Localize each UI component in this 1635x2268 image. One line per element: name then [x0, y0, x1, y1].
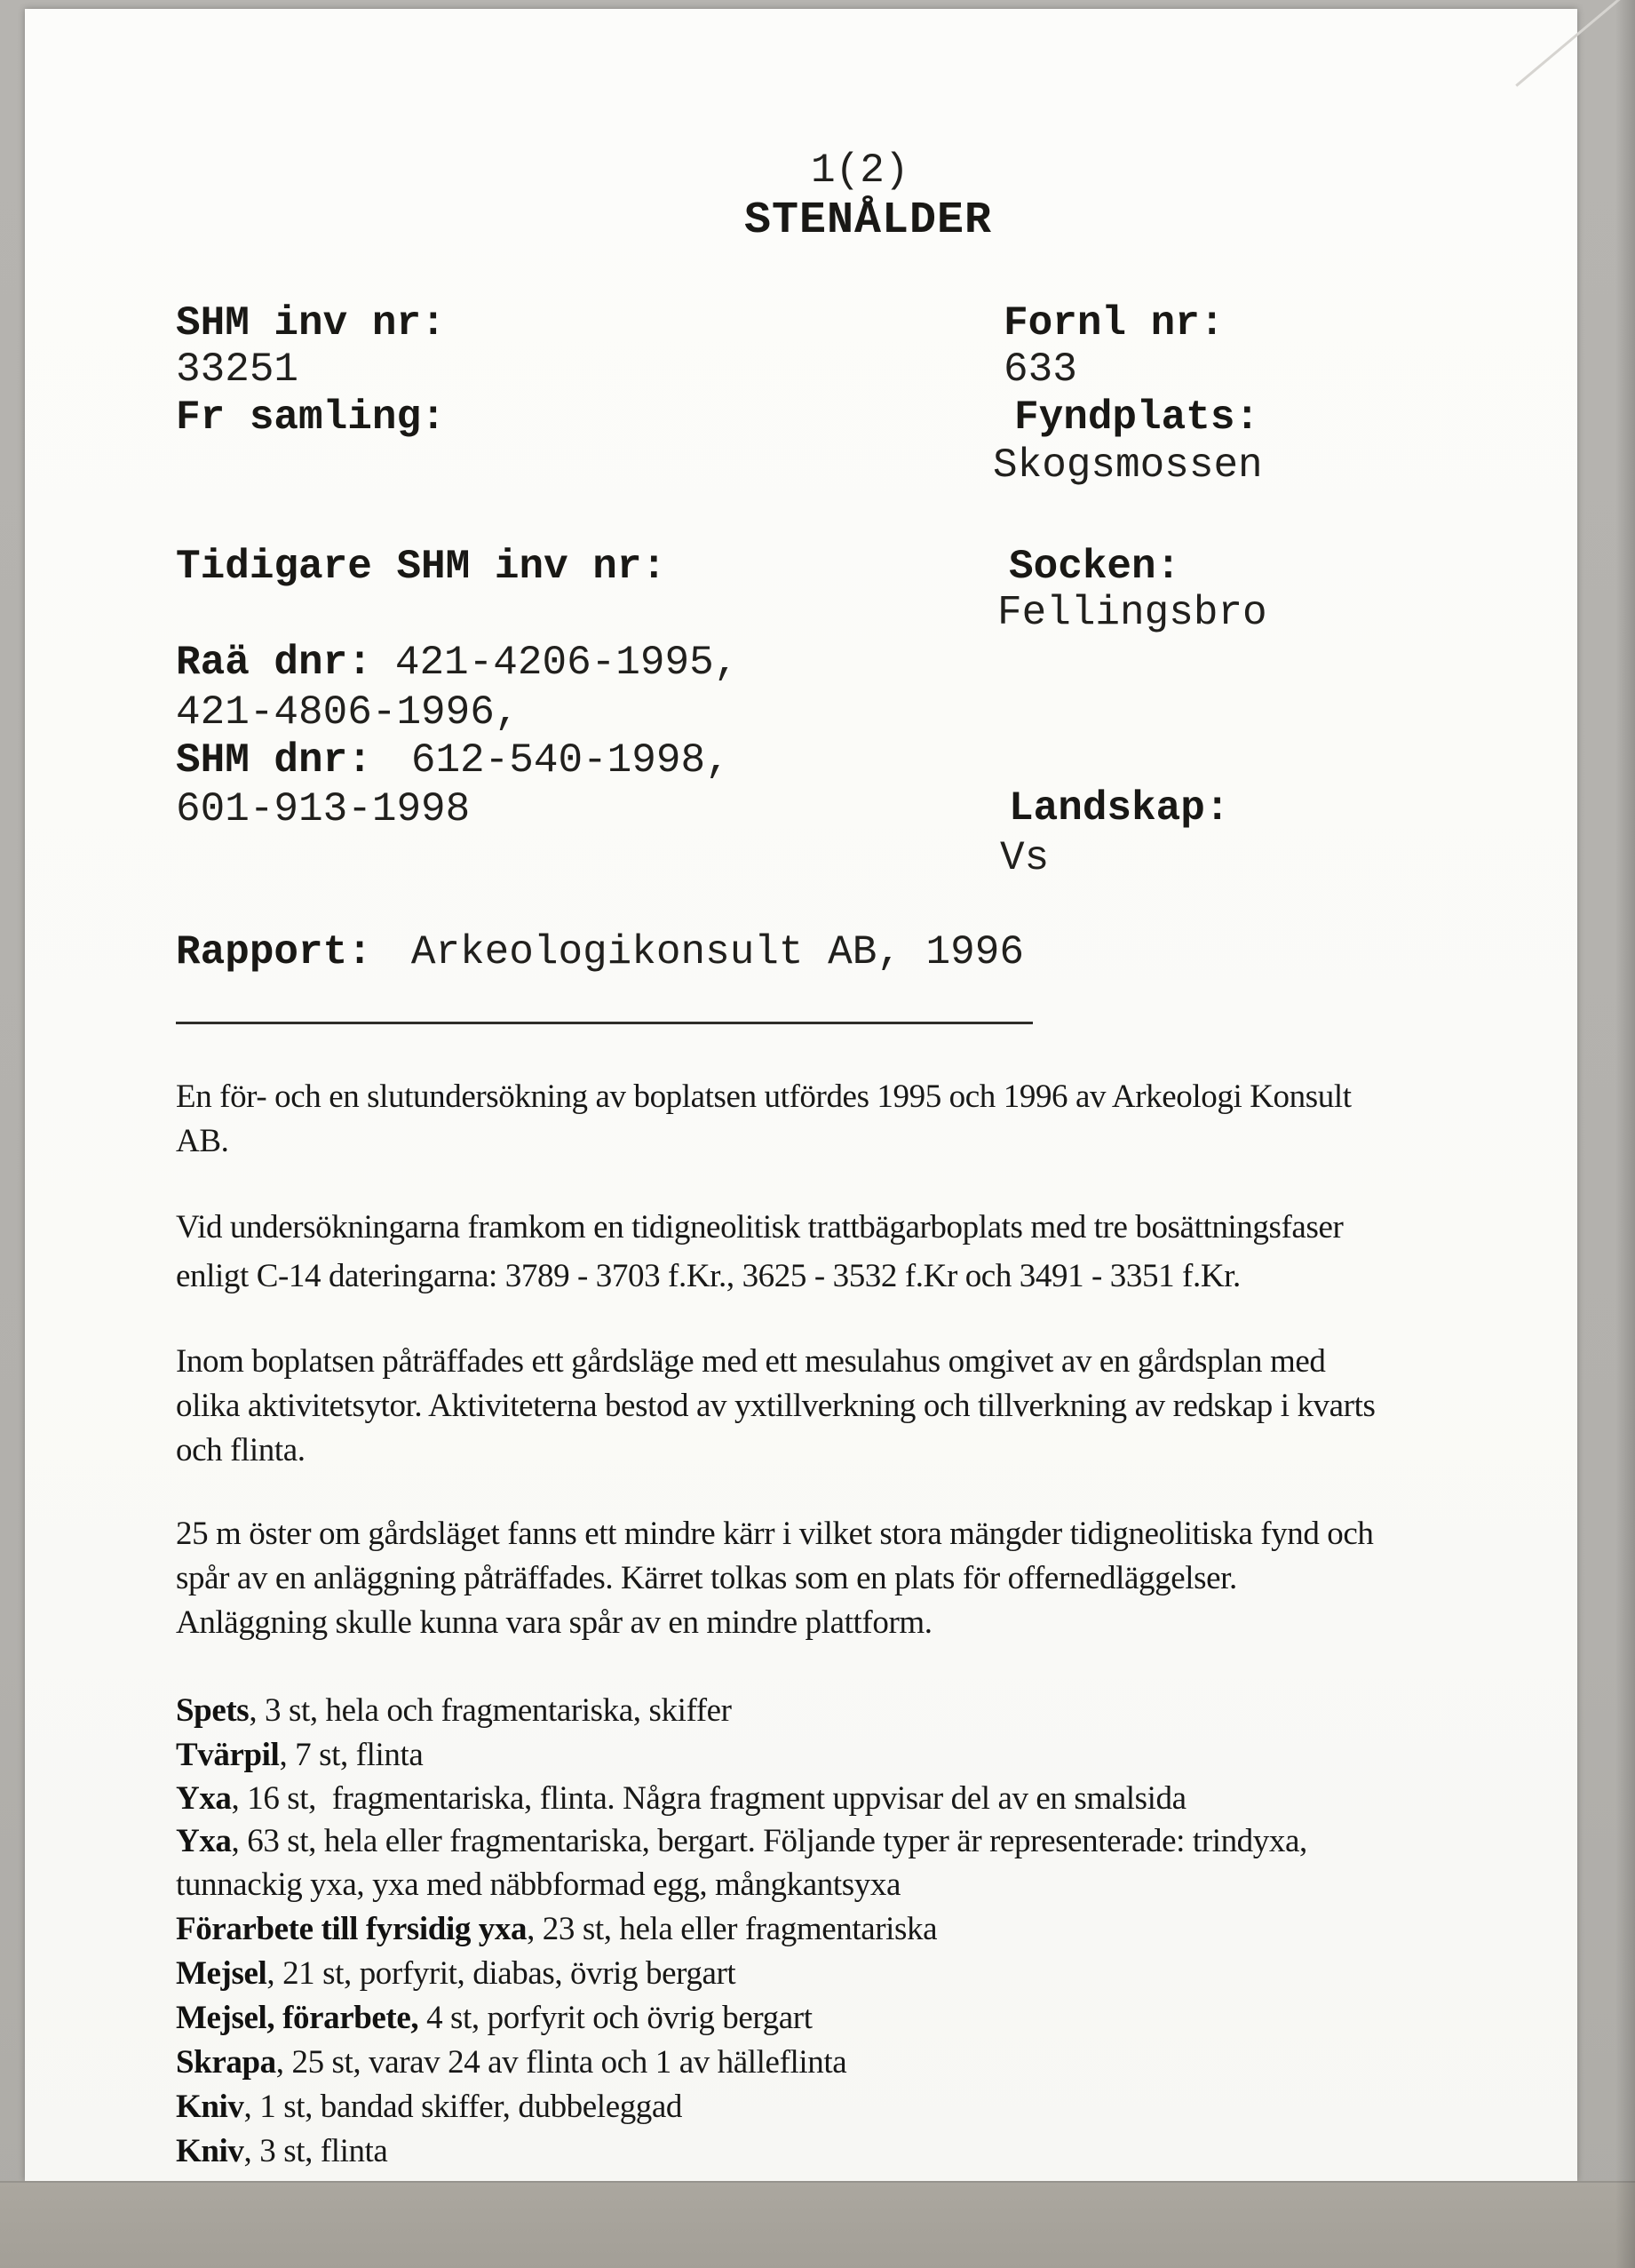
- page-number: 1(2): [811, 147, 909, 194]
- find-name: Mejsel: [176, 1955, 267, 1992]
- paragraph-2-line-2: enligt C-14 dateringarna: 3789 - 3703 f.Kr., 3625 - 3532 f.Kr och 3491 - 3351 f.Kr.: [176, 1258, 1241, 1294]
- field-rapport-label: Rapport:: [176, 929, 372, 975]
- find-name: Kniv: [176, 2133, 244, 2169]
- field-fyndplats-label: Fyndplats:: [1014, 394, 1260, 441]
- field-shm-inv-nr-label: SHM inv nr:: [176, 300, 446, 346]
- find-item-yxa-63-continuation: tunnackig yxa, yxa med näbbformad egg, mångkantsyxa: [176, 1866, 901, 1903]
- find-name: Mejsel, förarbete,: [176, 2000, 419, 2036]
- field-raa-dnr-value: 421-4206-1995,: [394, 640, 739, 686]
- paper-sheet: [25, 9, 1577, 2181]
- field-raa-dnr-label: Raä dnr:: [176, 640, 372, 686]
- paragraph-2-line-1: Vid undersökningarna framkom en tidigneolitisk trattbägarboplats med tre bosättningsfaser: [176, 1209, 1344, 1245]
- paragraph-1-line-2: AB.: [176, 1123, 229, 1159]
- find-item-yxa-16: [176, 1781, 1187, 1818]
- find-detail: , 25 st, varav 24 av flinta och 1 av hälleflinta: [275, 2044, 847, 2081]
- field-shm-dnr-value-2: 601-913-1998: [176, 786, 471, 832]
- find-name: Kniv: [176, 2089, 244, 2125]
- find-detail: 4 st, porfyrit och övrig bergart: [418, 2000, 813, 2036]
- field-socken-label: Socken:: [1009, 544, 1181, 590]
- document-title: STENÅLDER: [744, 195, 993, 246]
- paragraph-3-line-1: Inom boplatsen påträffades ett gårdsläge med ett mesulahus omgivet av en gårdsplan med: [176, 1343, 1326, 1380]
- paragraph-4-line-1: 25 m öster om gårdsläget fanns ett mindre kärr i vilket stora mängder tidigneolitiska fynd och: [176, 1516, 1374, 1552]
- field-raa-dnr-value-2: 421-4806-1996,: [176, 689, 520, 736]
- find-item-skrapa: [176, 2045, 846, 2081]
- divider-line: [176, 1022, 1033, 1024]
- find-name: Tvärpil: [176, 1737, 280, 1773]
- find-detail: , 21 st, porfyrit, diabas, övrig bergart: [266, 1955, 736, 1992]
- paragraph-3-line-2: olika aktivitetsytor. Aktiviteterna bestod av yxtillverkning och tillverkning av redskap i kvarts: [176, 1388, 1376, 1424]
- find-detail: , 3 st, flinta: [243, 2133, 388, 2169]
- field-rapport-value: Arkeologikonsult AB, 1996: [410, 929, 1024, 975]
- field-shm-dnr-label: SHM dnr:: [176, 737, 372, 784]
- find-name: Spets: [176, 1692, 250, 1729]
- find-name: Yxa: [176, 1823, 232, 1859]
- find-item-tvarpil: [176, 1738, 423, 1774]
- find-item-mejsel-forarbete: [176, 2001, 813, 2037]
- scanner-background-band: [0, 2181, 1635, 2268]
- paragraph-4-line-2: spår av en anläggning påträffades. Kärret tolkas som en plats för offernedläggelser.: [176, 1560, 1237, 1596]
- find-name: Förarbete till fyrsidig yxa: [176, 1911, 528, 1947]
- field-raa-dnr: [176, 641, 738, 685]
- find-name: Yxa: [176, 1780, 232, 1817]
- find-detail: , 16 st, fragmentariska, flinta. Några fragment uppvisar del av en smalsida: [231, 1780, 1187, 1817]
- field-fornl-nr-label: Fornl nr:: [1004, 300, 1225, 346]
- paragraph-1-line-1: En för- och en slutundersökning av boplatsen utfördes 1995 och 1996 av Arkeologi Konsult: [176, 1078, 1352, 1115]
- find-item-kniv-1: [176, 2089, 682, 2126]
- find-detail: , 1 st, bandad skiffer, dubbeleggad: [243, 2089, 683, 2125]
- field-landskap-value: Vs: [1000, 835, 1050, 881]
- find-detail: , 23 st, hela eller fragmentariska: [527, 1911, 938, 1947]
- find-item-mejsel: [176, 1956, 735, 1993]
- field-shm-dnr-value: 612-540-1998,: [410, 737, 730, 784]
- find-item-kniv-3: [176, 2134, 387, 2170]
- find-item-forarbete: [176, 1912, 937, 1948]
- find-detail: , 3 st, hela och fragmentariska, skiffer: [249, 1692, 732, 1729]
- field-socken-value: Fellingsbro: [997, 590, 1267, 636]
- field-fornl-nr-value: 633: [1004, 346, 1077, 393]
- field-tidigare-shm-inv-nr-label: Tidigare SHM inv nr:: [176, 544, 667, 590]
- find-item-spets: [176, 1693, 732, 1730]
- find-item-yxa-63: [176, 1824, 1307, 1860]
- field-fr-samling-label: Fr samling:: [176, 394, 446, 441]
- find-name: Skrapa: [176, 2044, 276, 2081]
- field-rapport: [176, 931, 1024, 975]
- field-landskap-label: Landskap:: [1009, 785, 1230, 832]
- field-shm-dnr: [176, 739, 730, 783]
- find-detail: , 63 st, hela eller fragmentariska, bergart. Följande typer är representerade: trindyxa,: [231, 1823, 1307, 1859]
- paragraph-3-line-3: och flinta.: [176, 1432, 306, 1468]
- field-fyndplats-value: Skogsmossen: [993, 442, 1263, 489]
- paragraph-4-line-3: Anläggning skulle kunna vara spår av en mindre plattform.: [176, 1604, 933, 1641]
- field-shm-inv-nr-value: 33251: [176, 346, 299, 393]
- find-detail: , 7 st, flinta: [279, 1737, 424, 1773]
